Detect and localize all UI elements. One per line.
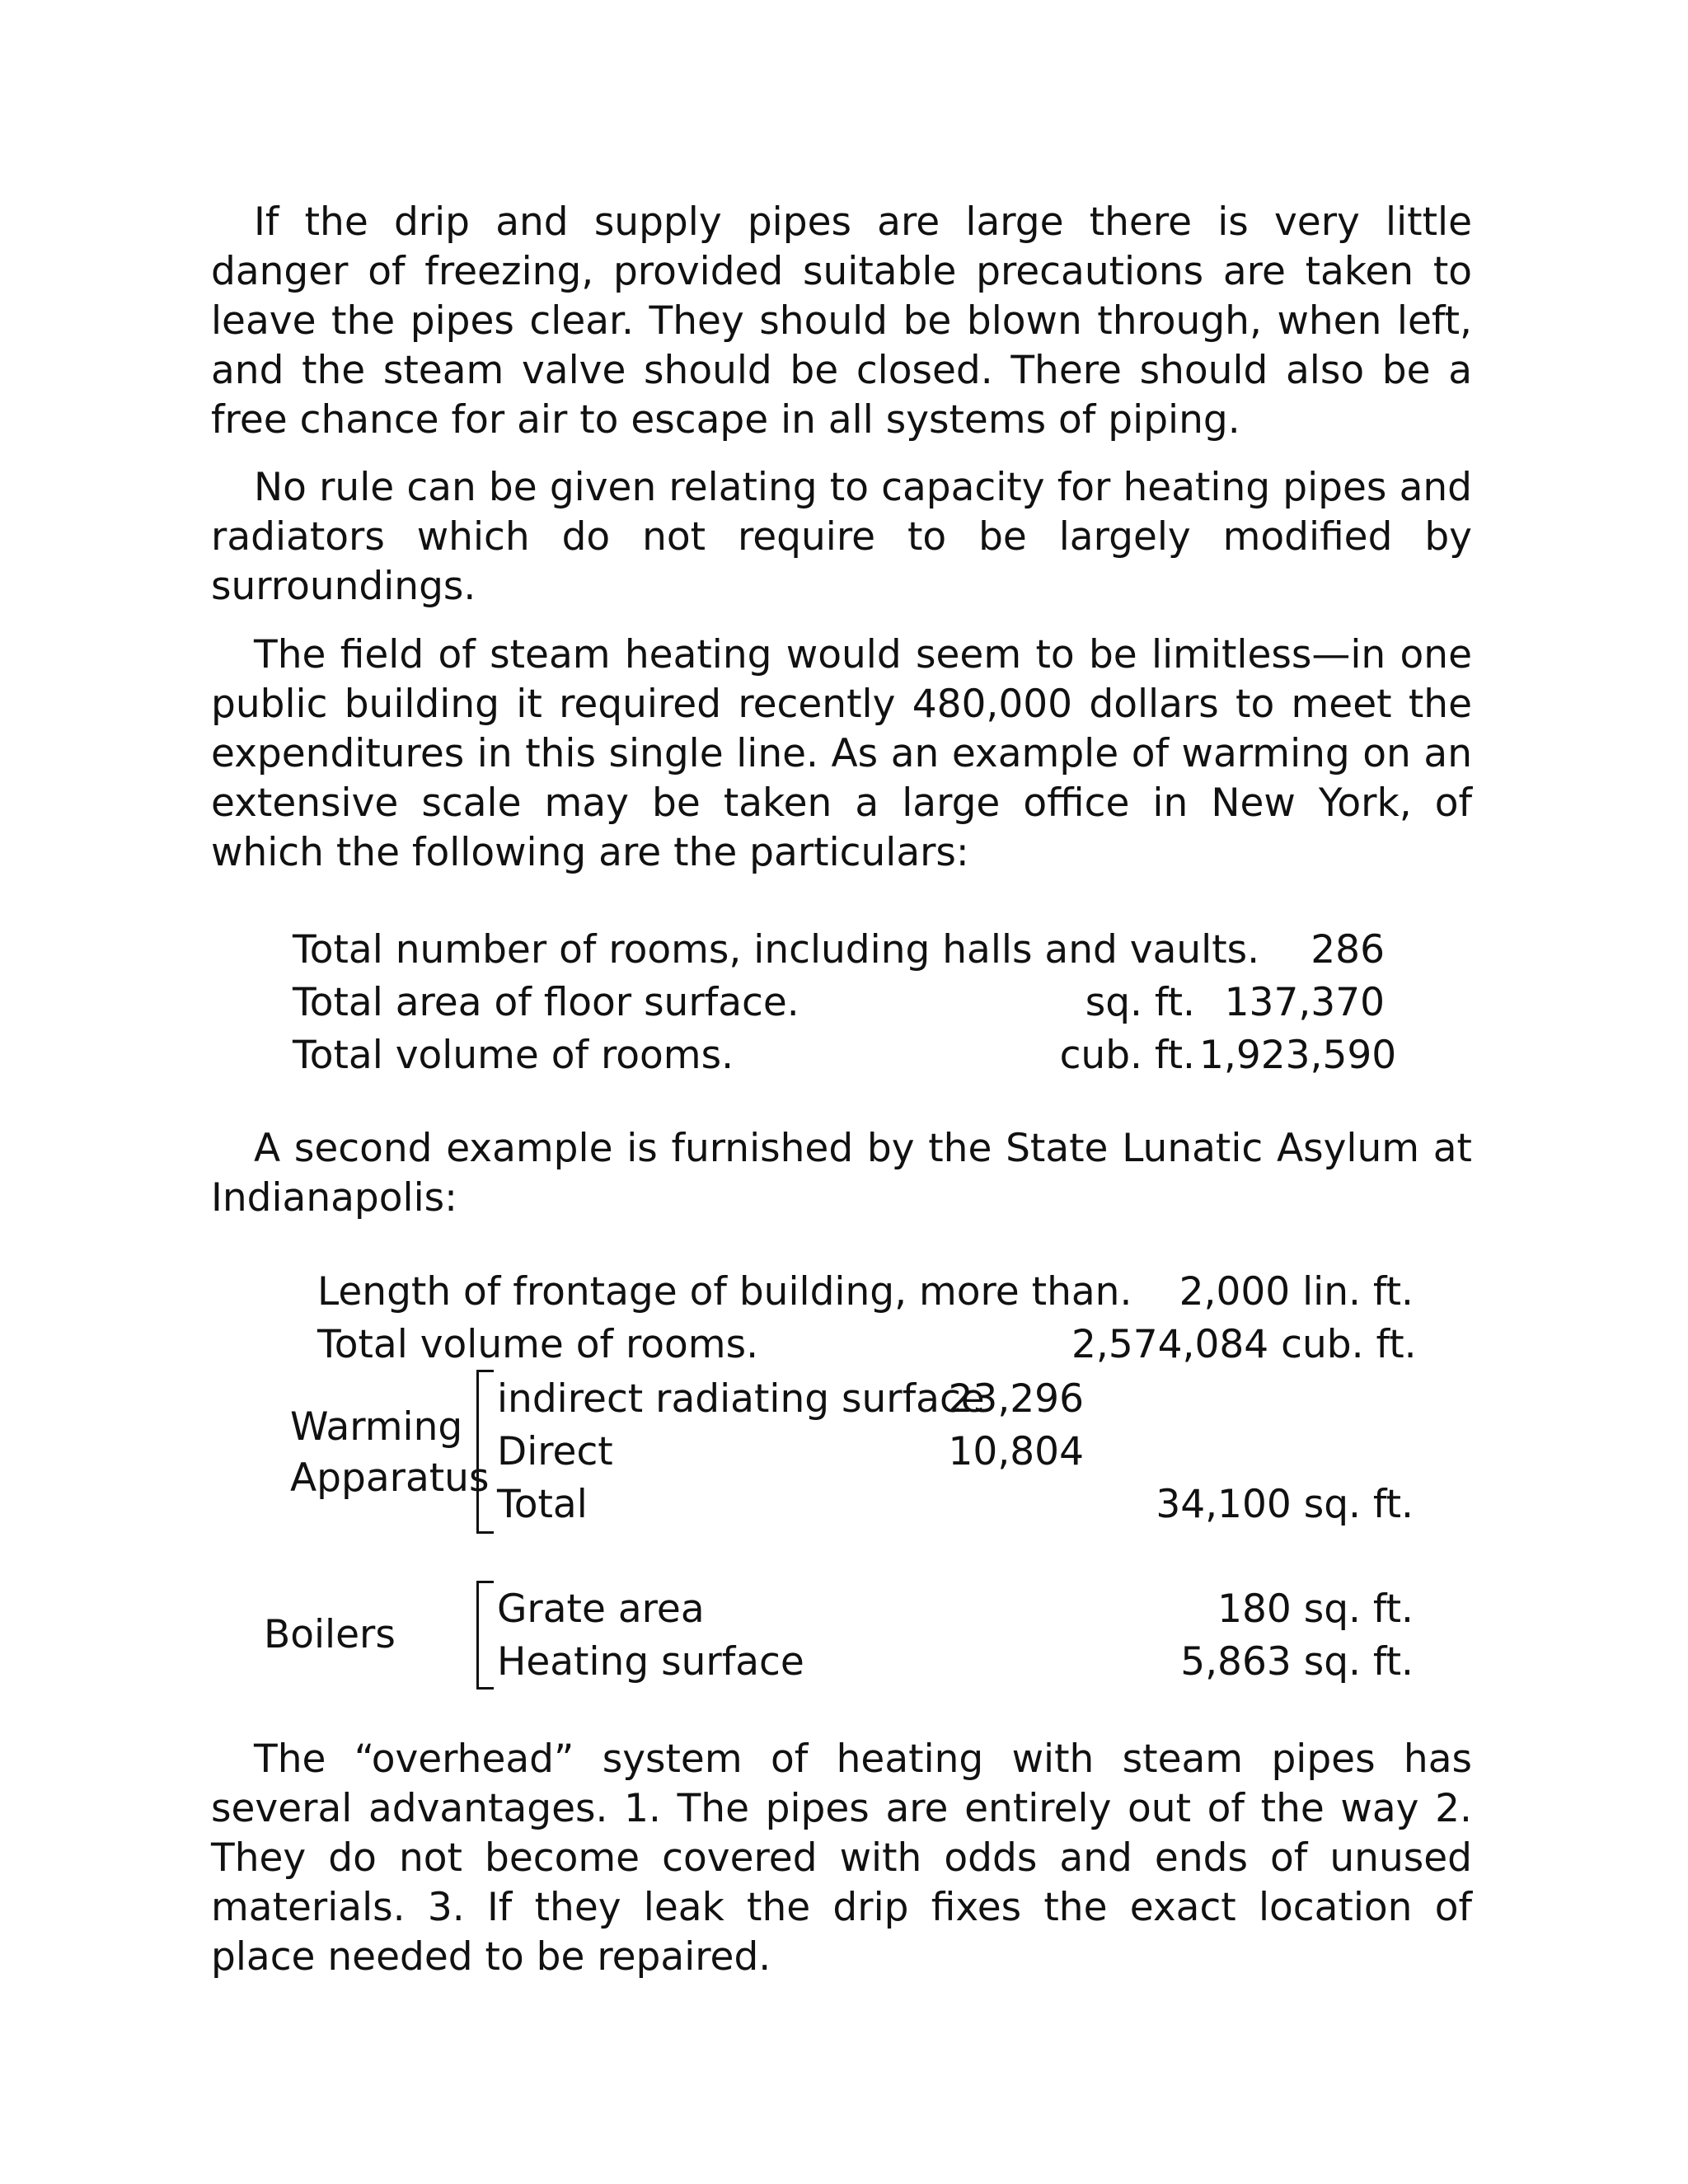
warming-bracket — [476, 1370, 494, 1534]
table1-row2-value: 137,370 — [1224, 980, 1385, 1025]
grate-value: 180 sq. ft. — [1217, 1586, 1414, 1632]
total-value: 34,100 sq. ft. — [1156, 1482, 1414, 1527]
boilers-bracket — [476, 1581, 494, 1690]
table1-row3-label: Total volume of rooms. — [293, 1033, 734, 1078]
volume-value: 2,574,084 cub. ft. — [1071, 1322, 1417, 1367]
direct-value: 10,804 — [948, 1429, 1084, 1474]
table1-row2-label: Total area of floor surface. — [293, 980, 799, 1025]
warming-label-line1: Warming — [290, 1404, 463, 1450]
warming-label-line2: Apparatus — [290, 1455, 490, 1501]
paragraph-no-rule: No rule can be given relating to capacity for heating pipes and radiators which do not require to be largely modified by surroundings. — [211, 465, 1472, 609]
table1-row1-label: Total number of rooms, including halls and vaults. — [293, 927, 1260, 972]
table1-row1-value: 286 — [1311, 927, 1385, 972]
heating-value: 5,863 sq. ft. — [1180, 1639, 1414, 1685]
frontage-label: Length of frontage of building, more than. — [317, 1269, 1132, 1315]
table1-row2-unit: sq. ft. — [1085, 980, 1195, 1025]
heating-label: Heating surface — [497, 1639, 804, 1685]
paragraph-second-example: A second example is furnished by the State Lunatic Asylum at Indianapolis: — [211, 1126, 1472, 1221]
paragraph-drip-pipes: If the drip and supply pipes are large there is very little danger of freezing, provided suitable precautions are taken to leave the pipes clear. They should be blown through, when left, and the steam valve should be closed. There should also be a free chance for air to escape in all systems of piping. — [211, 199, 1472, 443]
table1-row3-unit: cub. ft. — [1059, 1033, 1195, 1078]
indirect-value: 23,296 — [948, 1376, 1084, 1422]
paragraph-overhead-system: The “overhead” system of heating with steam pipes has several advantages. 1. The pipes are entirely out of the way 2. They do not become covered with odds and ends of unused materials. 3. If they leak the drip fixes the exact location of place needed to be repaired. — [211, 1736, 1472, 1980]
direct-label: Direct — [497, 1429, 613, 1474]
table1-row3-value: 1,923,590 — [1199, 1033, 1397, 1078]
boilers-label: Boilers — [264, 1612, 396, 1657]
indirect-label: indirect radiating surface — [497, 1376, 985, 1422]
grate-label: Grate area — [497, 1586, 705, 1632]
paragraph-field-of-steam: The field of steam heating would seem to be limitless—in one public building it required recently 480,000 dollars to meet the expenditures in this single line. As an example of warming on an extensive scale may be taken a large office in New York, of which the following are the particulars: — [211, 632, 1472, 875]
volume-label: Total volume of rooms. — [317, 1322, 759, 1367]
frontage-value: 2,000 lin. ft. — [1179, 1269, 1414, 1315]
total-label: Total — [497, 1482, 588, 1527]
